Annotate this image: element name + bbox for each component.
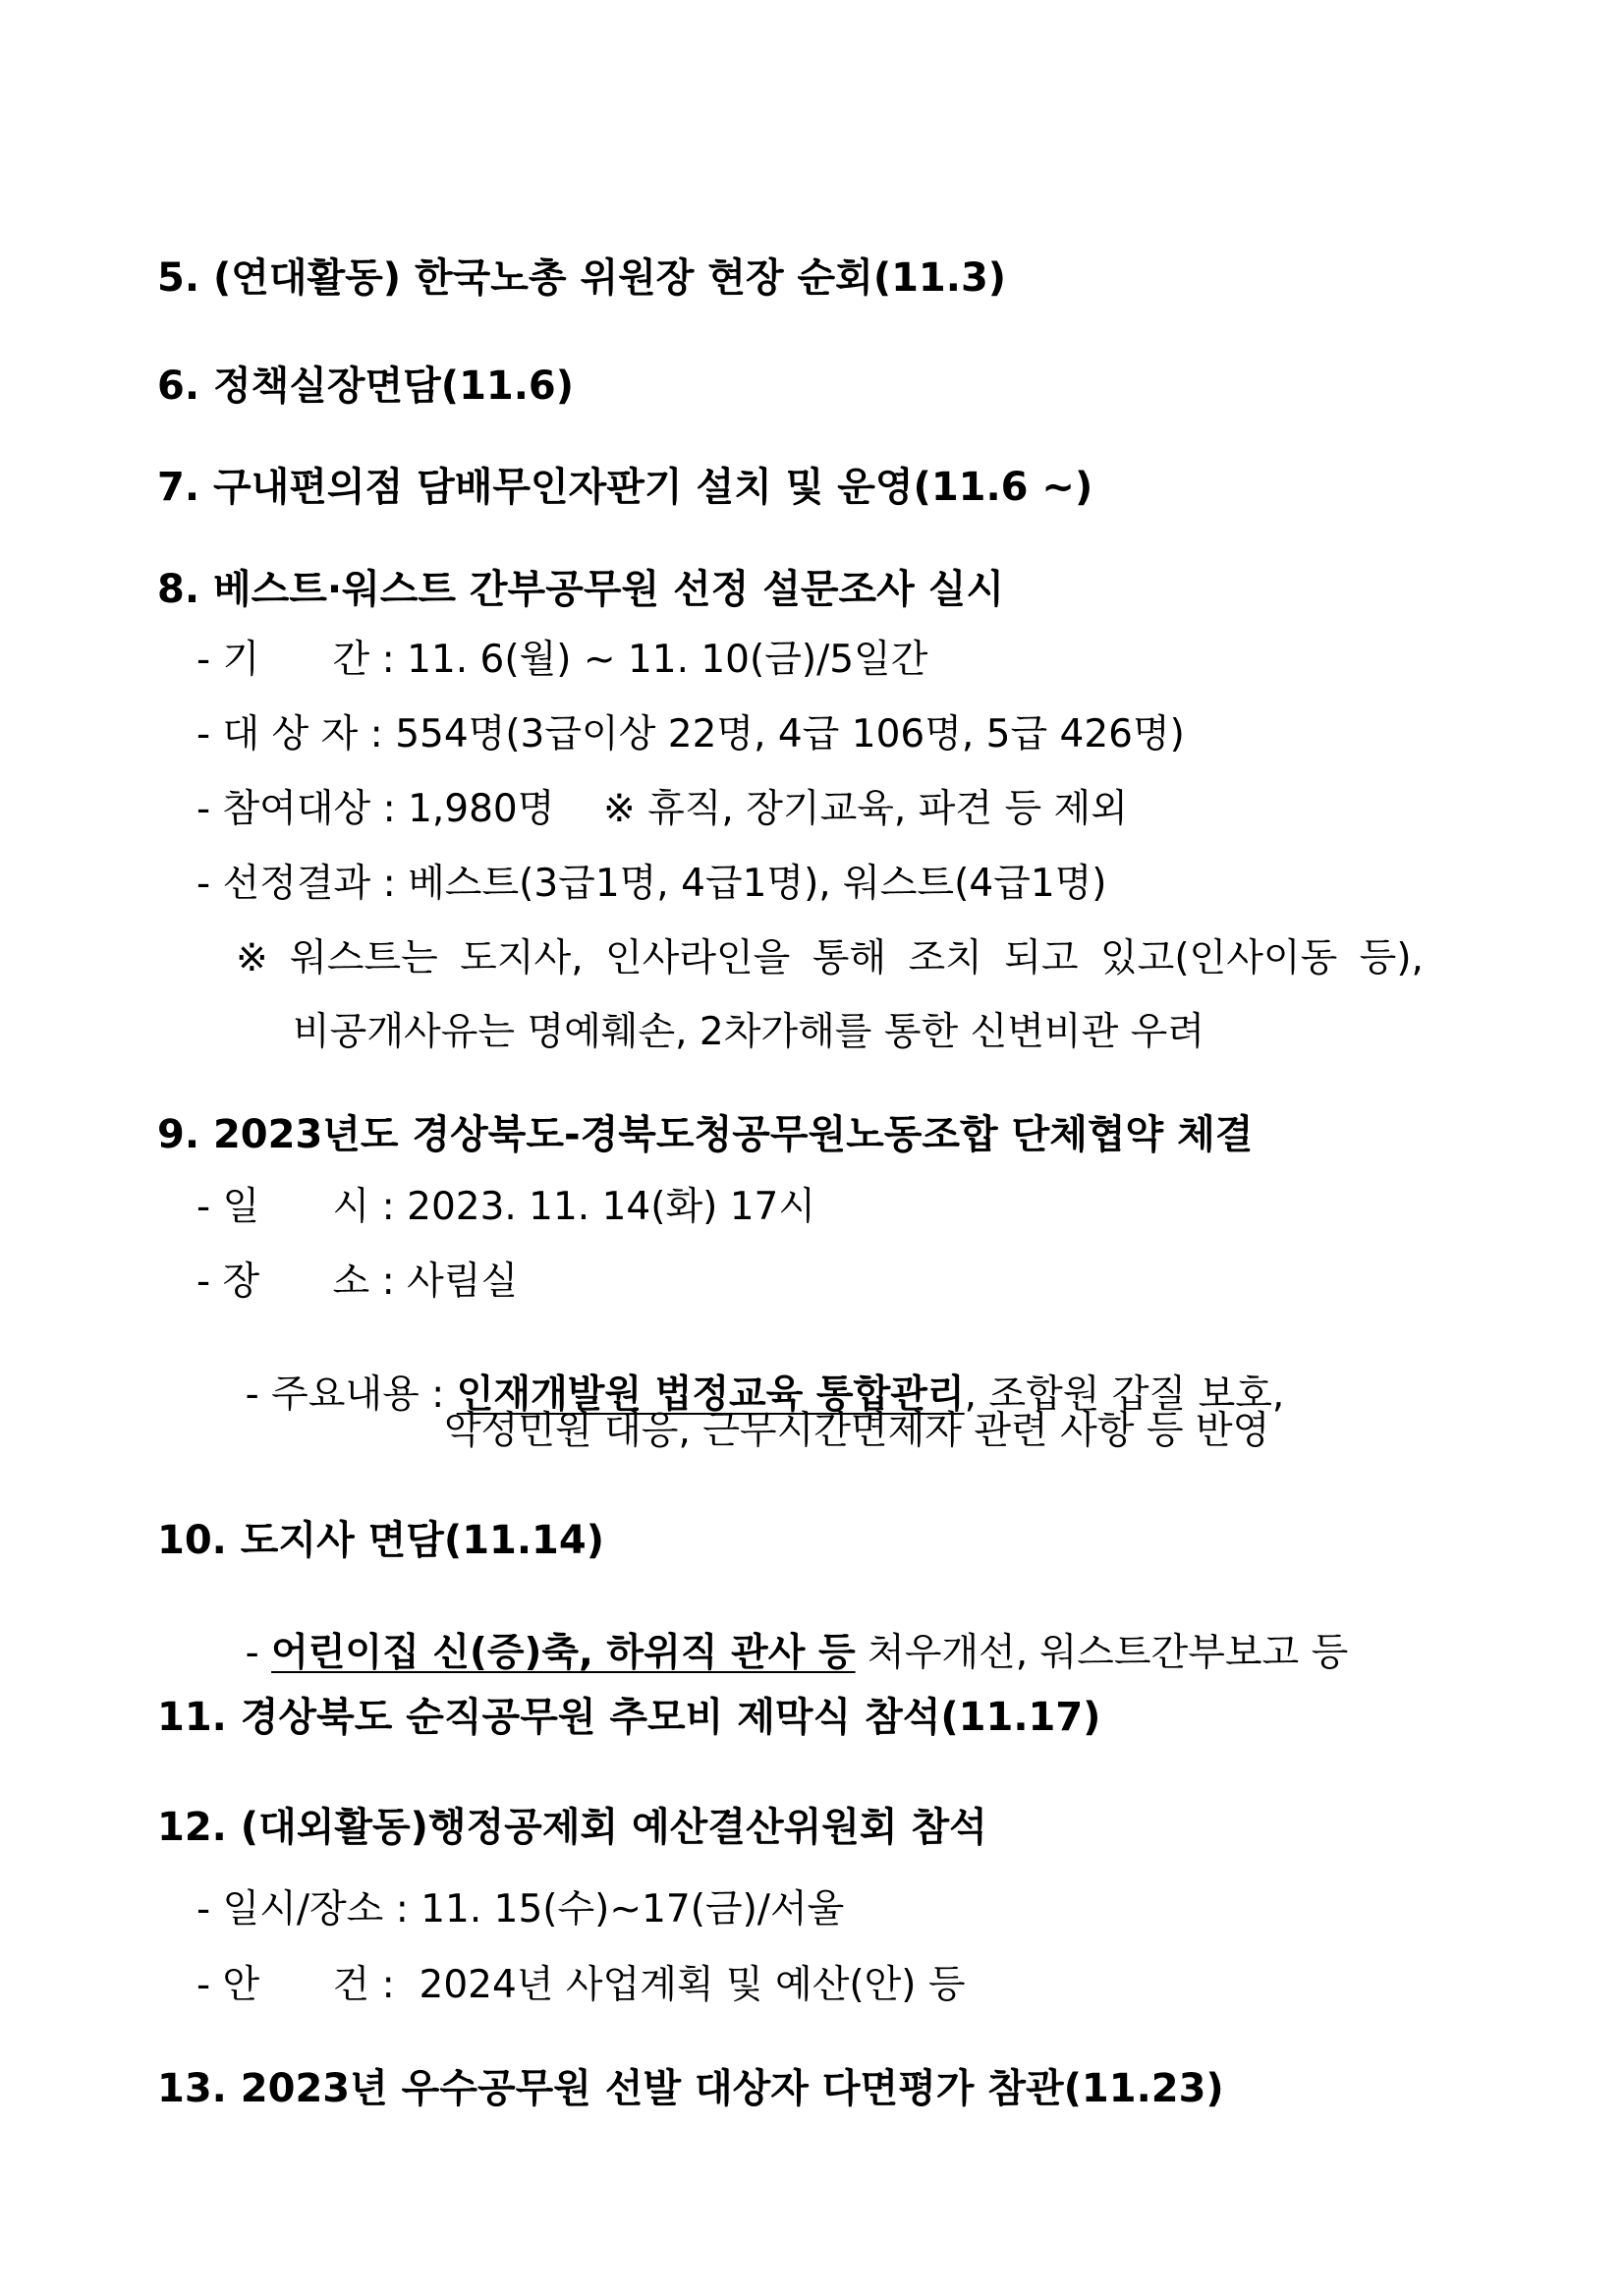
item-13-title: 13. 2023년 우수공무원 선발 대상자 다면평가 참관(11.23) bbox=[157, 2066, 1224, 2111]
item-8-participants: - 참여대상 : 1,980명 ※ 휴직, 장기교육, 파견 등 제외 bbox=[196, 787, 1128, 831]
item-12-agenda: - 안 건 : 2024년 사업계획 및 예산(안) 등 bbox=[196, 1963, 966, 2007]
item-9-content-continued: 악성민원 대응, 근무시간면제자 관련 사항 등 반영 bbox=[444, 1409, 1270, 1453]
item-9-place: - 장 소 : 사림실 bbox=[196, 1260, 519, 1304]
item-9-content-rest: , 조합원 갑질 보호, bbox=[964, 1372, 1285, 1417]
item-10-detail-emphasis: 어린이집 신(증)축, 하위직 관사 등 bbox=[271, 1631, 856, 1675]
item-8-period: - 기 간 : 11. 6(월) ~ 11. 10(금)/5일간 bbox=[196, 638, 928, 682]
item-9-datetime: - 일 시 : 2023. 11. 14(화) 17시 bbox=[196, 1185, 816, 1229]
item-9-content-emphasis: 인재개발원 법정교육 통합관리 bbox=[456, 1372, 965, 1417]
item-6-title: 6. 정책실장면담(11.6) bbox=[157, 364, 575, 409]
item-10-detail bbox=[196, 1596, 1348, 1710]
item-10-detail-prefix: - bbox=[245, 1631, 272, 1675]
item-10-detail-rest: 처우개선, 워스트간부보고 등 bbox=[855, 1631, 1349, 1675]
item-9-title: 9. 2023년도 경상북도-경북도청공무원노동조합 단체협약 체결 bbox=[157, 1112, 1254, 1157]
item-8-note-line-2: 비공개사유는 명예훼손, 2차가해를 통한 신변비관 우려 bbox=[293, 1010, 1205, 1054]
item-12-datetime: - 일시/장소 : 11. 15(수)~17(금)/서울 bbox=[196, 1887, 845, 1932]
item-11-title: 11. 경상북도 순직공무원 추모비 제막식 참석(11.17) bbox=[157, 1695, 1101, 1740]
item-9-content-label: - 주요내용 : bbox=[245, 1372, 457, 1417]
item-10-title: 10. 도지사 면담(11.14) bbox=[157, 1518, 604, 1563]
item-8-target: - 대 상 자 : 554명(3급이상 22명, 4급 106명, 5급 426명) bbox=[196, 712, 1185, 756]
item-12-title: 12. (대외활동)행정공제회 예산결산위원회 참석 bbox=[157, 1805, 987, 1850]
item-8-note-line-1: ※ 워스트는 도지사, 인사라인을 통해 조치 되고 있고(인사이동 등), bbox=[236, 936, 1424, 980]
item-7-title: 7. 구내편의점 담배무인자판기 설치 및 운영(11.6 ~) bbox=[157, 465, 1093, 510]
item-8-title: 8. 베스트·워스트 간부공무원 선정 설문조사 실시 bbox=[157, 567, 1005, 612]
item-8-result: - 선정결과 : 베스트(3급1명, 4급1명), 워스트(4급1명) bbox=[196, 862, 1107, 906]
item-5-title: 5. (연대활동) 한국노총 위원장 현장 순회(11.3) bbox=[157, 255, 1007, 301]
